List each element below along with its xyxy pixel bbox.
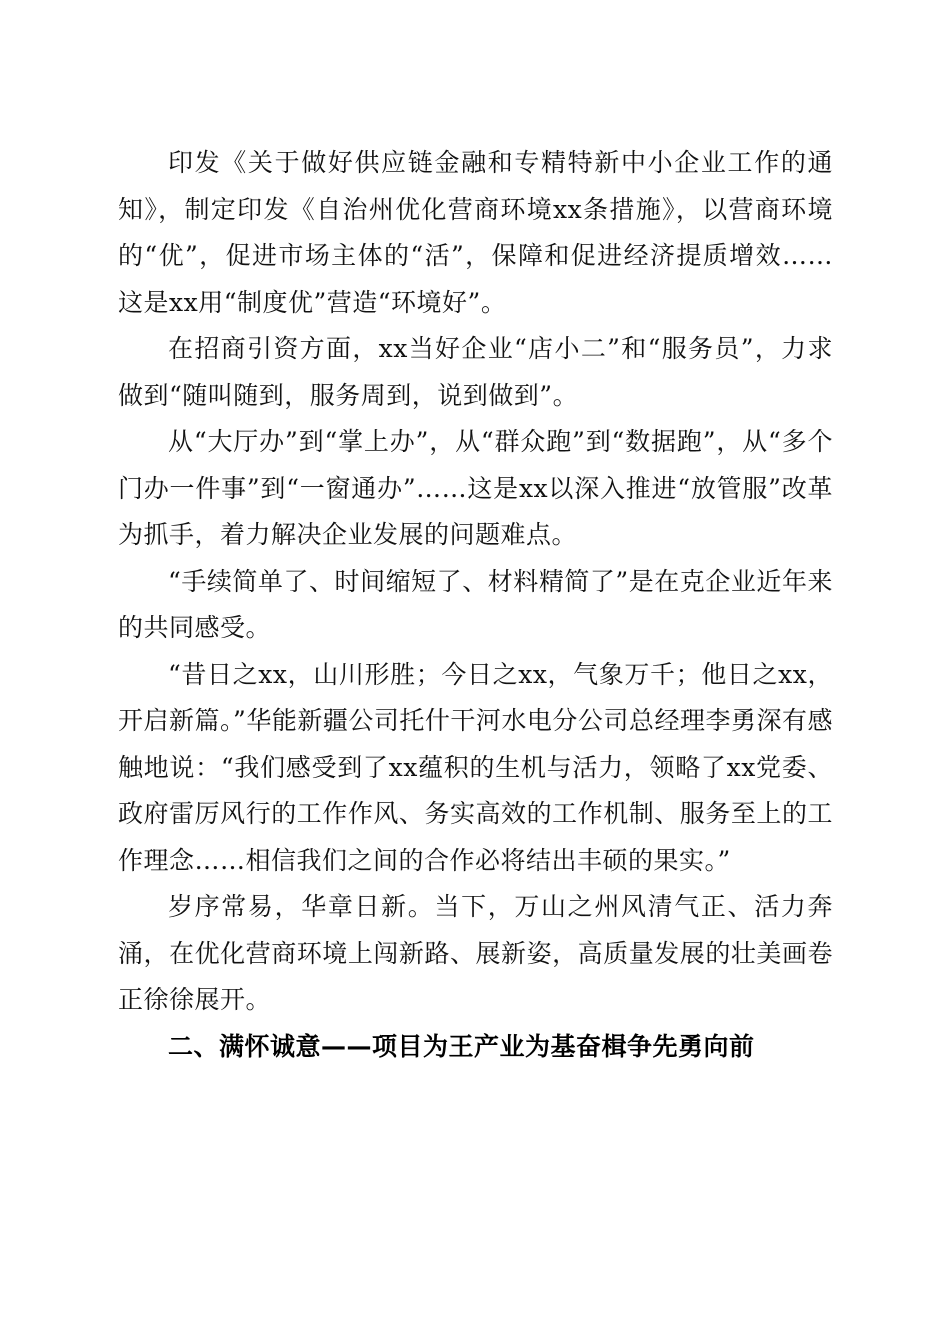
paragraph-conclusion: 岁序常易，华章日新。当下，万山之州风清气正、活力奔涌，在优化营商环境上闯新路、展新姿，高质量发展的壮美画卷正徐徐展开。: [118, 892, 833, 1014]
paragraph-manager-quote: “昔日之xx，山川形胜；今日之xx，气象万千；他日之xx，开启新篇。”华能新疆公司托什干河水电分公司总经理李勇深有感触地说：“我们感受到了xx蕴积的生机与活力，领略了xx党委、政府雷厉风行的工作作风、务实高效的工作机制、服务至上的工作理念……相信我们之间的合作必将结出丰硕的果实。”: [118, 659, 833, 875]
document-body: [118, 140, 833, 1070]
paragraph-government-services: 从“大厅办”到“掌上办”，从“群众跑”到“数据跑”，从“多个门办一件事”到“一窗通办”……这是xx以深入推进“放管服”改革为抓手，着力解决企业发展的问题难点。: [118, 427, 833, 549]
paragraph-policy-measures: 印发《关于做好供应链金融和专精特新中小企业工作的通知》，制定印发《自治州优化营商环境xx条措施》，以营商环境的“优”，促进市场主体的“活”，保障和促进经济提质增效……这是xx用“制度优”营造“环境好”。: [118, 148, 833, 317]
paragraph-investment-attraction: 在招商引资方面，xx当好企业“店小二”和“服务员”，力求做到“随叫随到，服务周到，说到做到”。: [118, 334, 833, 410]
paragraph-enterprise-feedback: “手续简单了、时间缩短了、材料精简了”是在克企业近年来的共同感受。: [118, 566, 833, 642]
section-heading: 二、满怀诚意——项目为王产业为基奋楫争先勇向前: [168, 1031, 755, 1061]
